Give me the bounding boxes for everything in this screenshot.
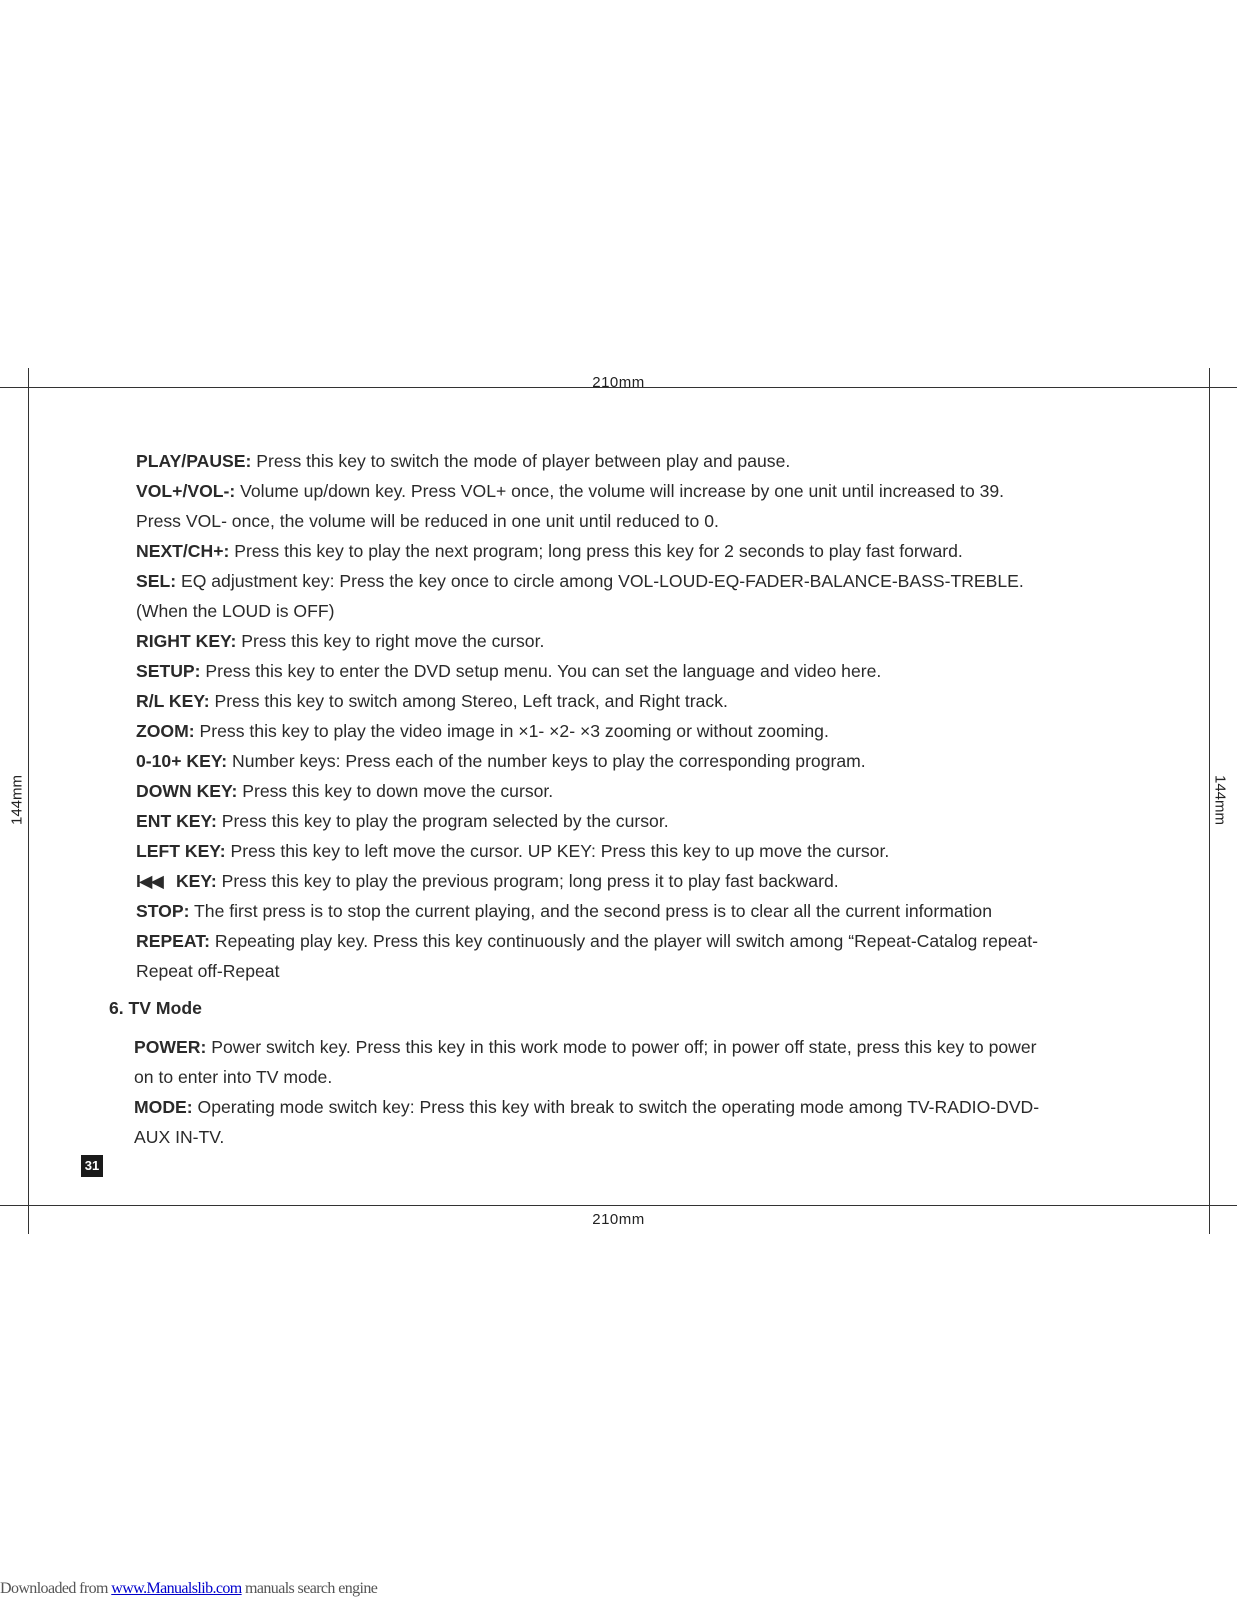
- key-item-sel-cont: (When the LOUD is OFF): [136, 601, 335, 621]
- key-text: Press this key to enter the DVD setup menu. You can set the language and video here.: [205, 661, 882, 681]
- tv-key-item-power-cont: on to enter into TV mode.: [134, 1067, 333, 1087]
- right-trim-line: [1209, 368, 1210, 1234]
- footer-link[interactable]: www.Manualslib.com: [111, 1580, 242, 1597]
- key-term: STOP:: [136, 901, 190, 921]
- key-term: NEXT/CH+:: [136, 541, 230, 561]
- key-text: Volume up/down key. Press VOL+ once, the volume will increase by one unit until increased to 39.: [240, 481, 1005, 501]
- key-text: Repeating play key. Press this key continuously and the player will switch among “Repeat-Catalog repeat-: [214, 931, 1038, 951]
- key-term: SEL:: [136, 571, 177, 591]
- key-item-rl: [136, 686, 1136, 716]
- key-item-repeat: [136, 926, 1136, 956]
- width-dimension-top: 210mm: [592, 374, 645, 391]
- key-text: Press this key to down move the cursor.: [242, 781, 554, 801]
- key-descriptions: [136, 446, 1136, 986]
- key-term: 0-10+ KEY:: [136, 751, 228, 771]
- key-text: Press this key to switch the mode of player between play and pause.: [256, 451, 791, 471]
- key-text: Number keys: Press each of the number keys to play the corresponding program.: [232, 751, 866, 771]
- key-item-previous: [136, 866, 1136, 896]
- key-text: Press this key to play the video image in ×1- ×2- ×3 zooming or without zooming.: [199, 721, 829, 741]
- key-term: MODE:: [134, 1097, 193, 1117]
- tv-mode-descriptions: [134, 1032, 1134, 1152]
- key-text: Press this key to switch among Stereo, Left track, and Right track.: [214, 691, 728, 711]
- height-dimension-right: 144mm: [1211, 774, 1229, 826]
- key-item-stop: [136, 896, 1136, 926]
- footer: [0, 1580, 377, 1598]
- key-item-volume: [136, 476, 1136, 506]
- key-item-next: [136, 536, 1136, 566]
- key-term: ENT KEY:: [136, 811, 217, 831]
- key-term: POWER:: [134, 1037, 207, 1057]
- key-text: Press this key to play the next program; long press this key for 2 seconds to play fast forward.: [234, 541, 963, 561]
- key-term: LEFT KEY:: [136, 841, 226, 861]
- key-item-setup: [136, 656, 1136, 686]
- bottom-trim-line: [0, 1205, 1237, 1206]
- tv-key-item-mode-cont: AUX IN-TV.: [134, 1127, 225, 1147]
- key-text: Press this key to right move the cursor.: [241, 631, 545, 651]
- key-text: The first press is to stop the current playing, and the second press is to clear all the current information: [194, 901, 993, 921]
- key-item-volume-cont: Press VOL- once, the volume will be reduced in one unit until reduced to 0.: [136, 511, 719, 531]
- key-term: KEY:: [175, 871, 217, 891]
- key-item-number: [136, 746, 1136, 776]
- key-term: ZOOM:: [136, 721, 195, 741]
- key-text: Press this key to play the previous program; long press it to play fast backward.: [221, 871, 839, 891]
- tv-key-item-power: [134, 1032, 1134, 1062]
- key-text: EQ adjustment key: Press the key once to circle among VOL-LOUD-EQ-FADER-BALANCE-BASS-TREBLE.: [180, 571, 1024, 591]
- width-dimension-bottom: 210mm: [592, 1211, 645, 1228]
- key-term: SETUP:: [136, 661, 201, 681]
- section-title: 6. TV Mode: [109, 998, 202, 1018]
- key-term: PLAY/PAUSE:: [136, 451, 252, 471]
- footer-prefix: Downloaded from: [0, 1580, 112, 1597]
- key-text: Press this key to left move the cursor. UP KEY: Press this key to up move the cursor.: [230, 841, 890, 861]
- key-term: DOWN KEY:: [136, 781, 238, 801]
- key-item-zoom: [136, 716, 1136, 746]
- tv-key-item-mode: [134, 1092, 1134, 1122]
- key-text: Power switch key. Press this key in this work mode to power off; in power off state, press this key to power: [211, 1037, 1037, 1057]
- key-item-down: [136, 776, 1136, 806]
- page-number: 31: [81, 1155, 103, 1177]
- key-item-sel: [136, 566, 1136, 596]
- key-item-play-pause: [136, 446, 1136, 476]
- key-item-repeat-cont: Repeat off-Repeat: [136, 961, 280, 981]
- key-term: VOL+/VOL-:: [136, 481, 236, 501]
- key-term: REPEAT:: [136, 931, 210, 951]
- height-dimension-left: 144mm: [8, 774, 26, 826]
- key-item-right: [136, 626, 1136, 656]
- key-term: R/L KEY:: [136, 691, 210, 711]
- key-term: RIGHT KEY:: [136, 631, 237, 651]
- left-trim-line: [28, 368, 29, 1234]
- key-text: Operating mode switch key: Press this key with break to switch the operating mode among TV-RADIO-DVD-: [197, 1097, 1040, 1117]
- key-text: Press this key to play the program selected by the cursor.: [221, 811, 669, 831]
- key-item-left: [136, 836, 1136, 866]
- footer-suffix: manuals search engine: [241, 1580, 378, 1597]
- previous-track-icon: I◀◀: [136, 871, 162, 891]
- key-item-ent: [136, 806, 1136, 836]
